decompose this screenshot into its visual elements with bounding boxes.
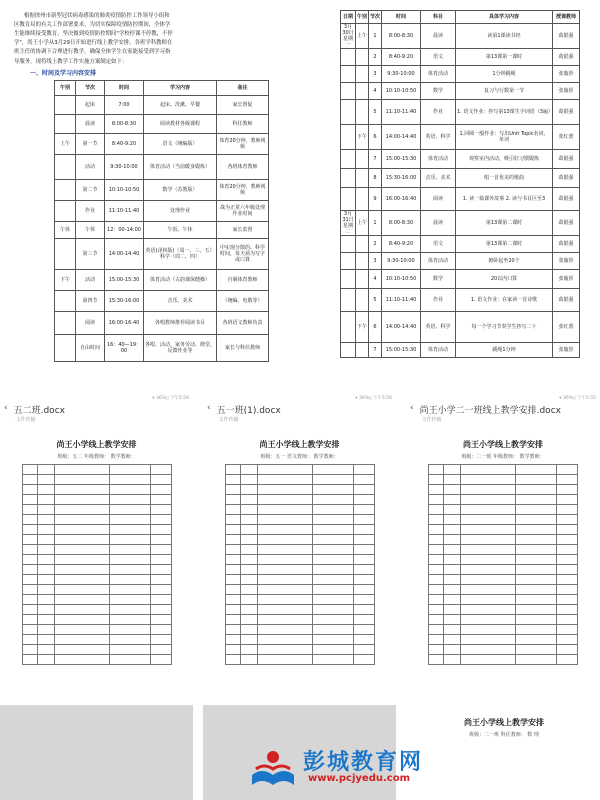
section-title: 一、时间及学习内容安排	[30, 69, 97, 77]
cell	[356, 270, 369, 289]
header-cell: 授课教师	[553, 11, 580, 24]
cell: 第四节	[76, 290, 105, 311]
doc-title: 尚王小学线上教学安排	[463, 440, 543, 449]
cell	[55, 95, 76, 114]
cell: 16:00-16:40	[105, 311, 144, 334]
cell	[55, 334, 76, 361]
cell: 16:00-16:40	[382, 188, 421, 211]
cell: 自由时间	[76, 334, 105, 361]
cell: 葛银强	[553, 49, 580, 66]
phone-screenshot-2	[203, 395, 396, 695]
cell: 2	[369, 49, 382, 66]
doc-table-preview	[22, 464, 172, 665]
cell: 5	[369, 100, 382, 125]
cell	[341, 169, 356, 188]
cell: 张红蕾	[553, 125, 580, 150]
cell	[55, 179, 76, 200]
cell: 作业	[421, 289, 456, 312]
cell: 张璇彤	[553, 66, 580, 83]
cell: 各唱、活动、家务劳动、绕堂、反馈作业等	[144, 334, 217, 361]
cell: 俯卧起坐20个	[456, 253, 553, 270]
table-row	[55, 95, 269, 114]
intro-line: 学"，尚王小学从3月29日开始进行线上教学安排。各班学科教师在	[14, 40, 173, 47]
cell: 葛银强	[553, 24, 580, 49]
table-row	[341, 270, 580, 289]
cell: 语文	[421, 49, 456, 66]
document-page-2	[330, 10, 592, 353]
cell: 4	[369, 270, 382, 289]
back-arrow-icon[interactable]: ‹	[207, 403, 211, 413]
cell: 葛银强	[553, 100, 580, 125]
cell: 15:30-16:00	[382, 169, 421, 188]
status-bar: ▾ 36%▯ 下午5:56	[152, 396, 189, 401]
cell: 上午	[356, 24, 369, 49]
cell: 9:30-10:00	[382, 253, 421, 270]
cell: 数学（苏教版）	[144, 179, 217, 200]
cell	[55, 114, 76, 133]
schedule-table-1	[54, 80, 269, 362]
doc-subheader: 班级：二一班 科任教师： 数 理	[469, 732, 539, 738]
cell	[356, 100, 369, 125]
cell: 7	[369, 343, 382, 358]
cell	[341, 343, 356, 358]
cell: 各班语文教师负责	[217, 311, 269, 334]
table-row	[55, 334, 269, 361]
intro-line: 导服务。现将线上教学工作实施方案制定如下：	[14, 58, 128, 65]
cell: 上午	[55, 133, 76, 154]
cell	[341, 83, 356, 100]
cell: 9:30-10:00	[382, 66, 421, 83]
cell: 体育活动	[421, 66, 456, 83]
file-name: 尚王小学二一班线上教学安排.docx	[419, 406, 561, 416]
doc-subheader: 班级：五二 年级教师： 数学教师：	[57, 454, 136, 460]
table-row	[341, 169, 580, 188]
doc-table-preview	[428, 464, 578, 665]
file-subtitle: 文件传输	[218, 417, 239, 423]
cell: 1.回顾一般作业：写出Unit Topic名词、单词	[456, 125, 553, 150]
cell	[55, 154, 76, 179]
cell: 11:10-11:40	[105, 200, 144, 221]
cell	[341, 49, 356, 66]
cell: 9	[369, 188, 382, 211]
cell: 阅读	[421, 188, 456, 211]
cell: 1. 读一篇课外故事 2. 读与书目区至3	[456, 188, 553, 211]
cell	[341, 125, 356, 150]
cell: 午饭、午休	[144, 221, 217, 238]
cell: 数学	[421, 270, 456, 289]
table-row	[341, 236, 580, 253]
cell: 张璇彤	[553, 83, 580, 100]
cell: 第13课第二课时	[456, 211, 553, 236]
cell: 7	[369, 150, 382, 169]
cell: 体育活动	[421, 150, 456, 169]
header-cell: 日期	[341, 11, 356, 24]
cell: 5	[369, 289, 382, 312]
header-cell: 午别	[356, 11, 369, 24]
doc-title: 尚王小学线上教学安排	[259, 440, 340, 449]
table-row	[55, 221, 269, 238]
cell: 10:10-10:50	[382, 270, 421, 289]
header-cell: 午别	[55, 80, 76, 95]
table-row	[341, 150, 580, 169]
cell: 11:10-11:40	[382, 100, 421, 125]
cell: 午休	[55, 221, 76, 238]
file-header	[0, 403, 193, 423]
cell: 葛银强	[553, 236, 580, 253]
table-row	[55, 179, 269, 200]
cell	[341, 289, 356, 312]
cell: 1	[369, 211, 382, 236]
cell: 午休	[76, 221, 105, 238]
doc-title: 尚王小学线上教学安排	[56, 440, 137, 449]
intro-line: 根据徐州市新型冠状病毒感染的肺炎疫情防控工作领导小组和	[24, 13, 170, 19]
cell: 第一节	[76, 133, 105, 154]
cell: 各班体育教师	[217, 154, 269, 179]
doc-subheader: 班级：五一 语文教师： 数学教师：	[260, 454, 339, 460]
header-cell: 科目	[421, 11, 456, 24]
book-logo-icon	[248, 745, 298, 791]
cell: 家长督促	[217, 95, 269, 114]
file-subtitle: 文件传输	[15, 417, 36, 423]
cell: 8:40-9:20	[105, 133, 144, 154]
cell: 观察室内活动，吸引好习惯锻炼	[456, 150, 553, 169]
cell: 晨读	[76, 114, 105, 133]
table-row	[341, 253, 580, 270]
cell: 1分钟跳绳	[456, 66, 553, 83]
cell: 英语(译林版)（周一、三、五）科学（周二、四）	[144, 238, 217, 269]
cell	[341, 100, 356, 125]
cell: 第13课第一课时	[456, 49, 553, 66]
cell: 8	[369, 169, 382, 188]
table-row	[55, 290, 269, 311]
cell: 每一个学习节奏学生抄写二十	[456, 312, 553, 343]
table-row	[55, 200, 269, 221]
cell: 葛银强	[553, 169, 580, 188]
cell: 8:00-8:30	[105, 114, 144, 133]
cell: 下午	[55, 269, 76, 290]
file-name: 五二班.docx	[13, 406, 65, 416]
table-row	[341, 83, 580, 100]
cell: 音乐、美术	[421, 169, 456, 188]
header-cell: 节次	[76, 80, 105, 95]
cell: 阅读	[76, 311, 105, 334]
cell: 下午	[356, 125, 369, 150]
cell: 10:10-10:50	[382, 83, 421, 100]
cell: 8:00-8:30	[382, 24, 421, 49]
cell: 处理作业	[144, 200, 217, 221]
cell: 14:00-14:40	[382, 312, 421, 343]
cell: 葛银强	[553, 289, 580, 312]
cell: 语文（统编版）	[144, 133, 217, 154]
cell: 15:00-15:30	[105, 269, 144, 290]
cell: 跳绳1分钟	[456, 343, 553, 358]
cell: 葛银强	[553, 211, 580, 236]
cell: 张红蕾	[553, 312, 580, 343]
cell: 体育活动（古韵课保健操）	[144, 269, 217, 290]
cell: 8:40-9:20	[382, 236, 421, 253]
intro-text	[0, 0, 300, 66]
cell: 第13课第二课时	[456, 236, 553, 253]
table-row	[341, 211, 580, 236]
cell: 复习与行数第一节	[456, 83, 553, 100]
table-row	[55, 311, 269, 334]
cell: 3	[369, 253, 382, 270]
cell: 16：40—19：00	[105, 334, 144, 361]
cell: 活动	[76, 269, 105, 290]
cell	[341, 150, 356, 169]
cell: 晨读	[421, 211, 456, 236]
watermark	[248, 745, 578, 793]
cell: 20以内口算	[456, 270, 553, 289]
header-cell: 节次	[369, 11, 382, 24]
cell: 张璇彤	[553, 343, 580, 358]
cell	[341, 188, 356, 211]
cell: 10:10-10:50	[105, 179, 144, 200]
cell: 1	[369, 24, 382, 49]
intro-line: 班主任的协调下合理进行教学，确保全体学生在家能接受到学习指	[14, 49, 171, 56]
cell: 体育20分钟，教师视频	[217, 133, 269, 154]
table-row	[341, 49, 580, 66]
doc-subheader: 班级：二一班 年级教师： 数学教师：	[461, 454, 545, 460]
file-name: 五一班(1).docx	[216, 406, 281, 416]
table-header	[341, 11, 580, 24]
back-arrow-icon[interactable]: ‹	[4, 403, 8, 413]
header-cell: 学习内容	[144, 80, 217, 95]
table-row	[55, 238, 269, 269]
cell	[356, 343, 369, 358]
cell: 各唱教师推荐阅读书目	[144, 311, 217, 334]
watermark-url: www.pcjyedu.com	[308, 773, 410, 784]
cell	[341, 270, 356, 289]
cell: 英语、科学	[421, 125, 456, 150]
file-header	[203, 403, 396, 423]
table-row	[341, 289, 580, 312]
cell: 晨读	[421, 24, 456, 49]
cell	[356, 188, 369, 211]
cell	[55, 200, 76, 221]
cell	[356, 66, 369, 83]
cell: 读第1课读书经	[456, 24, 553, 49]
schedule-table-2	[340, 10, 580, 358]
status-bar: ▾ 36%▯ 下午5:55	[559, 396, 596, 401]
table-row	[341, 66, 580, 83]
cell: 家长与科任教师	[217, 334, 269, 361]
table-row	[341, 125, 580, 150]
cell: 中实现分散的、科学时间，每天须为写字或口算	[217, 238, 269, 269]
table-row	[55, 114, 269, 133]
cell: 15:00-15:30	[382, 150, 421, 169]
cell: 体育活动（当前暖身锻炼）	[144, 154, 217, 179]
cell	[55, 290, 76, 311]
cell: 体育活动	[421, 253, 456, 270]
cell	[356, 236, 369, 253]
header-cell: 时间	[382, 11, 421, 24]
cell: 15:30-16:00	[105, 290, 144, 311]
table-row	[341, 100, 580, 125]
phone-screenshot-3	[406, 395, 600, 695]
header-cell: 备注	[217, 80, 269, 95]
cell: 4	[369, 83, 382, 100]
cell: 6	[369, 125, 382, 150]
gray-placeholder-1	[0, 705, 193, 800]
cell: 起床	[76, 95, 105, 114]
table-row	[341, 188, 580, 211]
header-cell: 时间	[105, 80, 144, 95]
cell	[341, 66, 356, 83]
cell	[55, 238, 76, 269]
back-arrow-icon[interactable]: ‹	[410, 403, 414, 413]
cell: 2	[369, 236, 382, 253]
cell: 葛银强	[553, 188, 580, 211]
cell: 上午	[356, 211, 369, 236]
cell: 科任教师	[217, 114, 269, 133]
cell: 第二节	[76, 179, 105, 200]
cell: （统编、电敬等）	[217, 290, 269, 311]
cell: 体育20分钟，教师视频	[217, 179, 269, 200]
cell: 15:00-15:30	[382, 343, 421, 358]
cell	[356, 169, 369, 188]
cell	[341, 236, 356, 253]
cell: 7:00	[105, 95, 144, 114]
cell: 英语、科学	[421, 312, 456, 343]
cell: 9:30-10:00	[105, 154, 144, 179]
file-header	[406, 403, 600, 423]
cell: 葛银强	[553, 150, 580, 169]
intro-line: 区教育局的有关工作部署要求，为切实保障疫情防控期间，全体学	[14, 22, 171, 29]
cell: 14:00-14:40	[382, 125, 421, 150]
cell: 音乐、美术	[144, 290, 217, 311]
cell: 3	[369, 66, 382, 83]
doc-table-preview	[225, 464, 375, 665]
phone-screenshot-1	[0, 395, 193, 695]
cell	[55, 311, 76, 334]
cell	[341, 253, 356, 270]
watermark-name: 彭城教育网	[303, 750, 424, 775]
cell: 数学	[421, 83, 456, 100]
cell	[356, 253, 369, 270]
table-row	[55, 154, 269, 179]
cell: 起床、洗漱、早餐	[144, 95, 217, 114]
doc-title: 尚王小学线上教学安排	[464, 718, 544, 727]
cell: 唱一首优美的歌曲	[456, 169, 553, 188]
header-cell: 具体学习内容	[456, 11, 553, 24]
cell	[356, 49, 369, 66]
cell: 家长监督	[217, 221, 269, 238]
cell: 8:40-9:20	[382, 49, 421, 66]
cell: 活动	[76, 154, 105, 179]
cell: 1. 语文作业：在家读一首诗歌	[456, 289, 553, 312]
table-row	[55, 269, 269, 290]
cell: 3月30日星期一	[342, 24, 354, 48]
cell	[356, 289, 369, 312]
cell: 张璇彤	[553, 253, 580, 270]
cell: 下午	[356, 312, 369, 343]
cell: 1. 语文作业：抄写第13课生字词语（3遍）	[456, 100, 553, 125]
cell: 自制体育教师	[217, 269, 269, 290]
cell: 11:10-11:40	[382, 289, 421, 312]
cell	[356, 150, 369, 169]
cell: 6	[369, 312, 382, 343]
cell: 8:00-8:30	[382, 211, 421, 236]
cell: 张璇彤	[553, 270, 580, 289]
cell: 体育活动	[421, 343, 456, 358]
file-subtitle: 文件传输	[421, 417, 442, 423]
cell	[341, 312, 356, 343]
table-row	[341, 343, 580, 358]
cell: 阅读教材各级课程	[144, 114, 217, 133]
table-row	[341, 24, 580, 49]
cell: 第三节	[76, 238, 105, 269]
cell: 14:00-14:40	[105, 238, 144, 269]
cell: 3月31日星期二	[342, 211, 354, 235]
cell: 作业	[76, 200, 105, 221]
cell: 作业	[421, 100, 456, 125]
intro-line: 生能继续接受教育，坚决做到疫情防控期间"学校停课不停教，不停	[14, 31, 173, 38]
table-row	[341, 312, 580, 343]
table-row	[55, 133, 269, 154]
cell: 战为正常六年级处理作业时间	[217, 200, 269, 221]
document-page-1	[0, 0, 300, 355]
cell	[356, 83, 369, 100]
table-header	[55, 80, 269, 95]
cell: 12：00-14:00	[105, 221, 144, 238]
status-bar: ▾ 36%▯ 下午5:56	[355, 396, 392, 401]
cell: 语文	[421, 236, 456, 253]
